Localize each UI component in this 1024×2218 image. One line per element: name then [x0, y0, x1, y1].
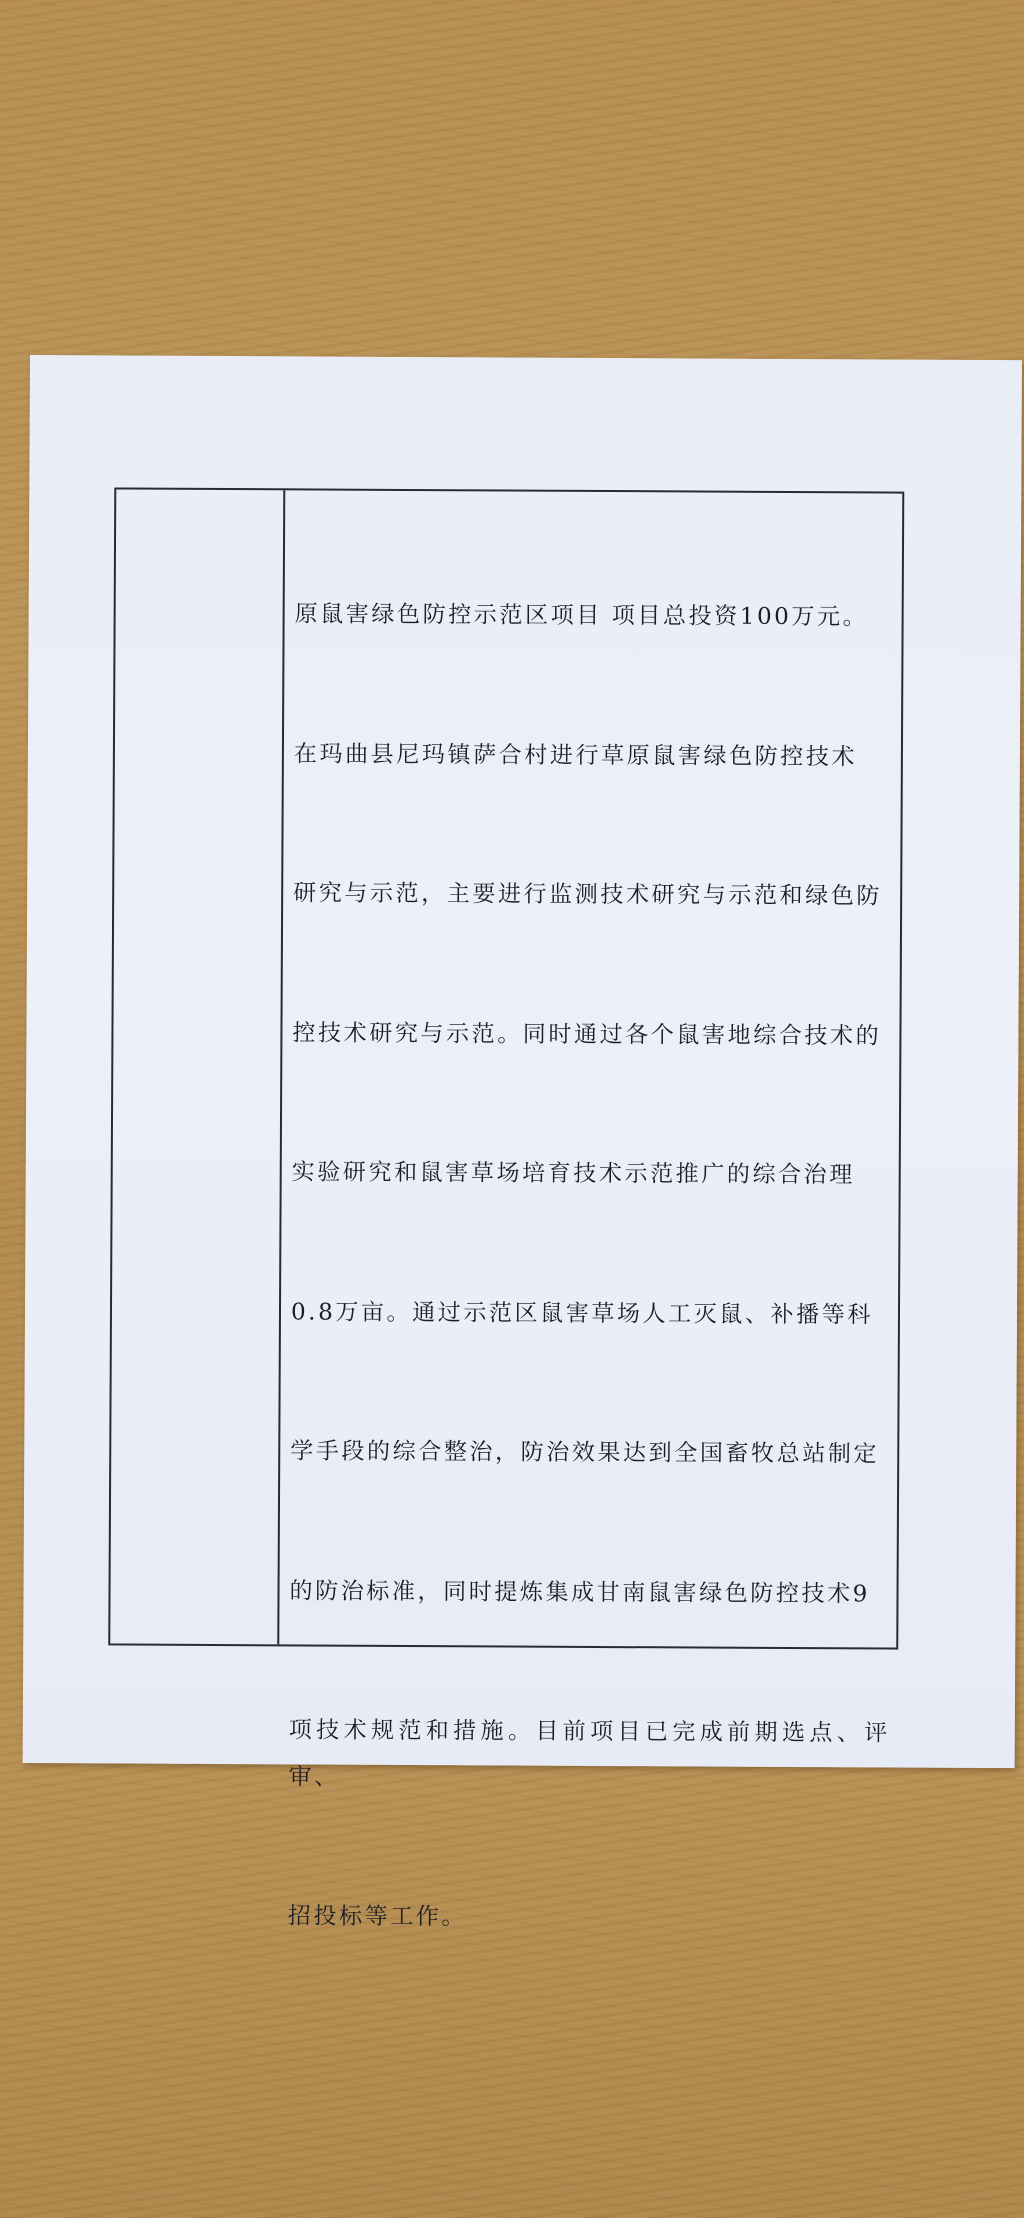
- text-line: 的防治标准，同时提炼集成甘南鼠害绿色防控技术9: [289, 1577, 871, 1607]
- table-right-column: [279, 490, 902, 1931]
- text-line: 招投标等工作。: [287, 1903, 468, 1931]
- text-line: 原鼠害绿色防控示范区项目 项目总投资100万元。: [294, 601, 869, 631]
- text-line: 实验研究和鼠害草场培育技术示范推广的综合治理: [291, 1159, 855, 1189]
- table-frame: [108, 487, 904, 1931]
- text-line: 在玛曲县尼玛镇萨合村进行草原鼠害绿色防控技术: [293, 740, 858, 770]
- text-line: 0.8万亩。通过示范区鼠害草场人工灭鼠、补播等科: [290, 1298, 874, 1328]
- text-line: 控技术研究与示范。同时通过各个鼠害地综合技术的: [292, 1019, 882, 1049]
- project-description: [287, 498, 896, 2036]
- text-line: 学手段的综合整治，防治效果达到全国畜牧总站制定: [290, 1438, 880, 1468]
- text-line: 研究与示范，主要进行监测技术研究与示范和绿色防: [293, 880, 883, 910]
- table-left-column: [110, 489, 285, 1644]
- paper-sheet: [23, 355, 1022, 1931]
- text-line: 项技术规范和措施。目前项目已完成前期选点、评审、: [288, 1717, 890, 1791]
